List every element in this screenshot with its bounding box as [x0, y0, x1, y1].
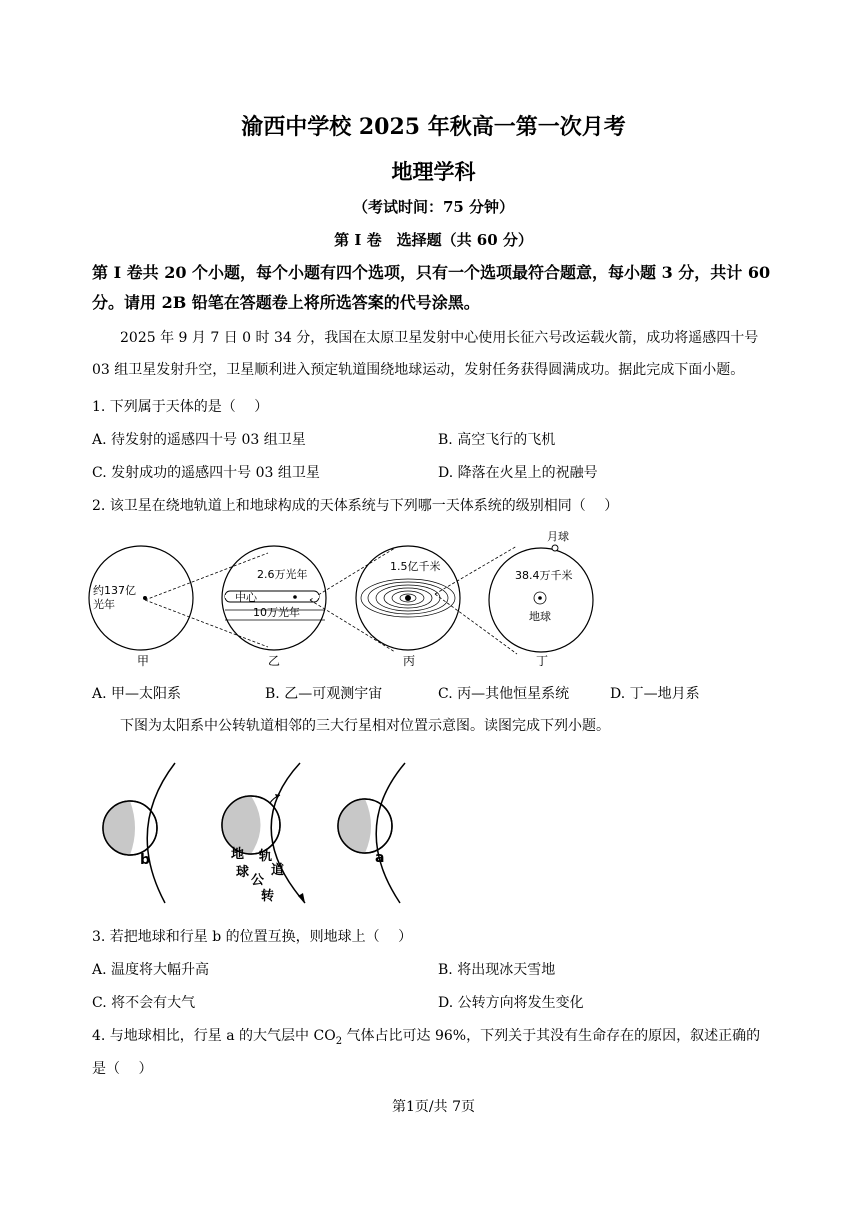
q3-stem: 3. 若把地球和行星 b 的位置互换，则地球上（ ） — [92, 929, 413, 945]
page-footer: 第1页/共 7页 — [392, 1099, 475, 1115]
yi-top-text: 2.6万光年 — [257, 568, 308, 581]
label-bing: 丙 — [403, 654, 416, 668]
q2-option-c: C. 丙—其他恒星系统 — [438, 686, 570, 702]
q1-stem: 1. 下列属于天体的是（ ） — [92, 399, 269, 415]
q1-option-d: D. 降落在火星上的祝融号 — [438, 465, 598, 481]
section-heading: 第 Ⅰ 卷 选择题（共 60 分） — [334, 231, 533, 249]
label-ding: 丁 — [536, 654, 549, 668]
passage1-line-2: 03 组卫星发射升空，卫星顺利进入预定轨道围绕地球运动，发射任务获得圆满成功。据此完成下面小题。 — [92, 362, 745, 378]
instructions-line-1: 第 Ⅰ 卷共 20 个小题，每个小题有四个选项，只有一个选项最符合题意，每小题 3 分，共计 60 — [92, 263, 771, 282]
q3-option-d: D. 公转方向将发生变化 — [438, 995, 584, 1011]
label-jia: 甲 — [137, 654, 150, 668]
ding-earth-text: 地球 — [529, 610, 551, 623]
yi-bottom-text: 10万光年 — [253, 606, 300, 619]
celestial-systems-figure — [85, 528, 605, 673]
q1-option-a: A. 待发射的遥感四十号 03 组卫星 — [92, 432, 306, 448]
ding-dist-text: 38.4万千米 — [515, 569, 573, 582]
planets-figure — [95, 758, 425, 908]
label-b: b — [140, 852, 151, 868]
bing-top-text: 1.5亿千米 — [390, 560, 441, 573]
q3-option-a: A. 温度将大幅升高 — [92, 962, 210, 978]
label-yi: 乙 — [268, 654, 281, 668]
yi-center-text: 中心 — [235, 591, 257, 604]
passage1-line-1: 2025 年 9 月 7 日 0 时 34 分，我国在太原卫星发射中心使用长征六号改运载火箭，成功将遥感四十号 — [120, 330, 759, 346]
orbit-char-2: 球 — [236, 865, 250, 880]
q3-option-b: B. 将出现冰天雪地 — [438, 962, 556, 978]
q2-option-a: A. 甲—太阳系 — [92, 686, 182, 702]
q2-stem: 2. 该卫星在绕地轨道上和地球构成的天体系统与下列哪一天体系统的级别相同（ ） — [92, 498, 619, 514]
time-note: （考试时间：75 分钟） — [352, 198, 515, 216]
ding-moon-text: 月球 — [547, 530, 569, 543]
label-a: a — [375, 850, 385, 866]
orbit-char-4: 转 — [261, 889, 275, 904]
jia-text-2: 光年 — [93, 598, 115, 611]
q3-option-c: C. 将不会有大气 — [92, 995, 196, 1011]
orbit-char-6: 道 — [271, 863, 285, 878]
q1-option-b: B. 高空飞行的飞机 — [438, 432, 556, 448]
q1-option-c: C. 发射成功的遥感四十号 03 组卫星 — [92, 465, 320, 481]
q2-option-d: D. 丁—地月系 — [610, 686, 700, 702]
jia-text-1: 约137亿 — [93, 584, 136, 597]
orbit-char-1: 地 — [231, 847, 245, 862]
orbit-char-5: 轨 — [259, 849, 273, 864]
q2-option-b: B. 乙—可观测宇宙 — [265, 686, 383, 702]
q4-stem: 4. 与地球相比，行星 a 的大气层中 $CO_2$ 气体占比可达 96%，下列关于其没有生命存在的原因，叙述正确的 — [92, 1028, 761, 1047]
exam-title: 渝西中学校 2025 年秋高一第一次月考 — [241, 114, 626, 140]
subject-title: 地理学科 — [391, 159, 476, 184]
passage2: 下图为太阳系中公转轨道相邻的三大行星相对位置示意图。读图完成下列小题。 — [120, 718, 610, 734]
q4-stem-line-2: 是（ ） — [92, 1061, 153, 1077]
orbit-char-3: 公 — [251, 873, 265, 888]
instructions-line-2: 分。请用 2B 铅笔在答题卷上将所选答案的代号涂黑。 — [92, 293, 480, 312]
